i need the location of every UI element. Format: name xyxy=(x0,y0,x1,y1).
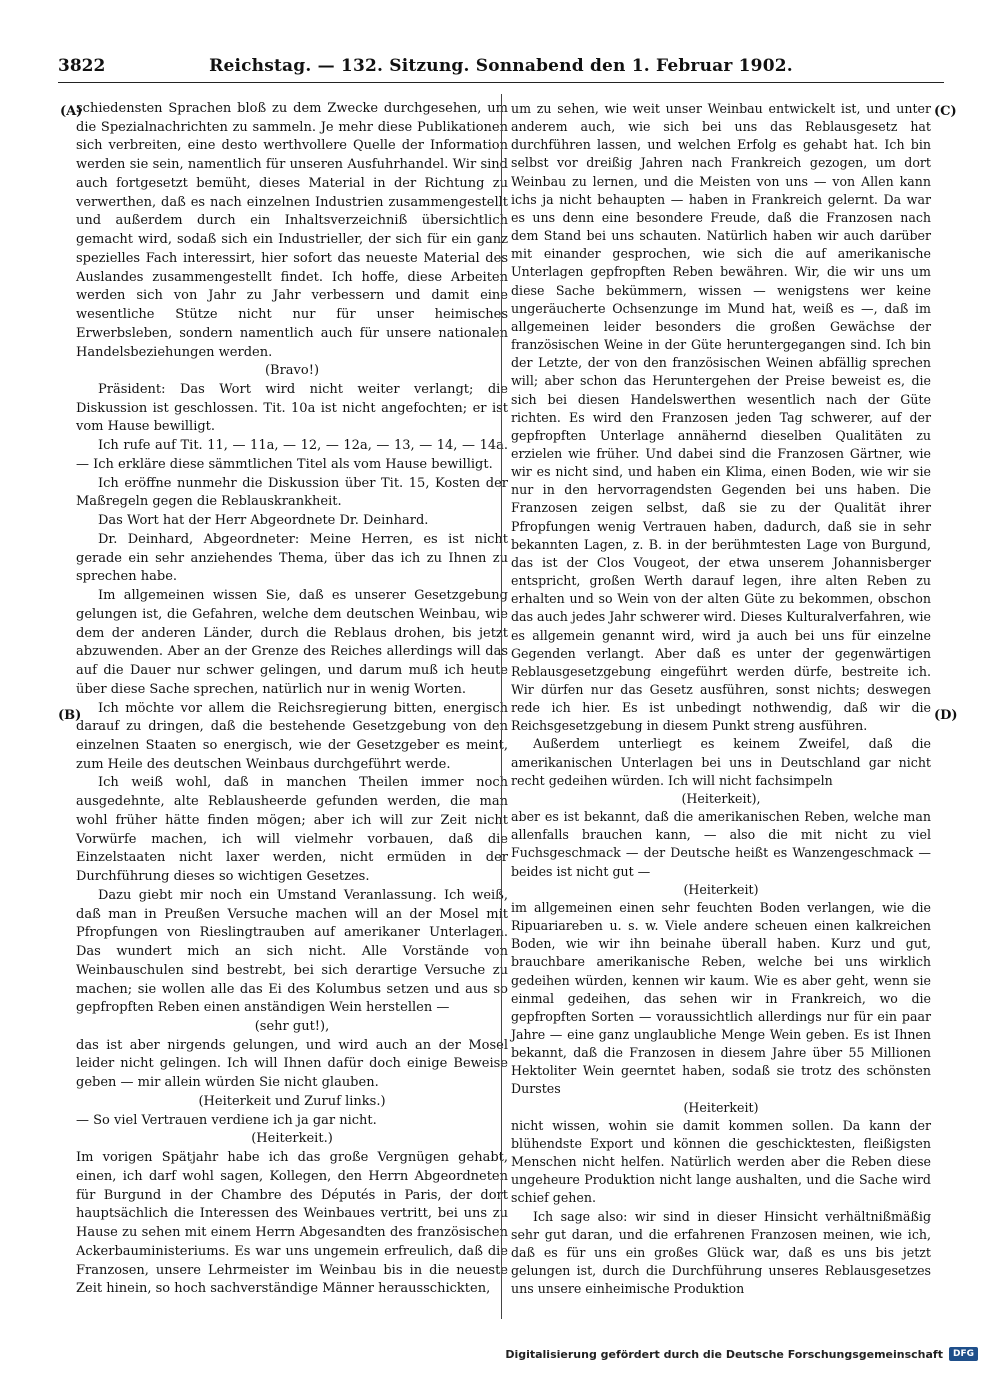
paragraph: Ich sage also: wir sind in dieser Hinsicht verhältnißmäßig sehr gut daran, und die erfahrenen Franzosen meinen, wie ich, daß es für uns ein großes Glück war, daß es uns bis jetzt gelungen ist, durch die Durchführung unseres Reblausgesetzes uns unsere einheimische Produktion xyxy=(511,1208,931,1297)
margin-marker-a: (A) xyxy=(60,104,83,119)
paragraph: Ich weiß wohl, daß in manchen Theilen immer noch ausgedehnte, alte Reblausheerde gefunden werden, die man wohl früher hätte finden mögen; aber ich will zur Zeit nicht Vorwürfe machen, ich will vielmehr vorbauen, daß die Einzelstaaten nicht laxer werden, nicht ermüden in der Durchführung dieses so wichtigen Gesetzes. xyxy=(76,775,508,885)
running-title: Reichstag. — 132. Sitzung. Sonnabend den 1. Februar 1902. xyxy=(209,56,793,76)
paragraph: (Bravo!) xyxy=(264,363,320,379)
footer-text: Digitalisierung gefördert durch die Deutsche Forschungsgemeinschaft xyxy=(505,1347,943,1361)
margin-marker-d: (D) xyxy=(934,708,958,723)
paragraph: Dr. Deinhard, Abgeordneter: Meine Herren, es ist nicht gerade ein sehr anziehendes Thema, über das ich zu Ihnen zu sprechen habe. xyxy=(76,531,508,585)
margin-marker-c: (C) xyxy=(934,104,957,119)
paragraph: Ich möchte vor allem die Reichsregierung bitten, energisch darauf zu dringen, daß die bestehende Gesetzgebung von den einzelnen Staaten so energisch, wie der Gesetzgeber es meint, zum Heile des deutschen Weinbaus durchgeführt werde. xyxy=(76,700,508,772)
paragraph: (Heiterkeit und Zuruf links.) xyxy=(198,1093,386,1109)
right-column xyxy=(511,100,931,1298)
paragraph: Außerdem unterliegt es keinem Zweifel, daß die amerikanischen Unterlagen bei uns in Deutschland gar nicht recht gedeihen würden. Ich will nicht fachsimpeln xyxy=(511,736,931,788)
paragraph: im allgemeinen einen sehr feuchten Boden verlangen, wie die Ripuariareben u. s. w. Viele andere scheuen einen kalkreichen Boden, wie wir ihn beinahe überall haben. Kurz und gut, brauchbare amerikanische Reben, welche bei uns wirklich gedeihen würden, kennen wir kaum. Wie es aber geht, wenn sie einmal gedeihen, das sehen wir in Frankreich, wo die gepfropften Sorten — voraussichtlich allerdings nur für ein paar Jahre — eine ganz unglaubliche Menge Wein geben. Es ist Ihnen bekannt, daß die Franzosen in diesem Jahre über 55 Millionen Hektoliter Wein geerntet haben, sodaß sie trotz des schönsten Durstes xyxy=(511,899,931,1097)
paragraph: (Heiterkeit) xyxy=(683,1099,759,1115)
column-divider xyxy=(501,94,502,1319)
paragraph: das ist aber nirgends gelungen, und wird auch an der Mosel leider nicht gelingen. Ich will Ihnen dafür doch einige Beweise geben — mir allein würden Sie nicht glauben. xyxy=(76,1037,508,1091)
paragraph: (Heiterkeit), xyxy=(681,790,761,806)
paragraph: Im allgemeinen wissen Sie, daß es unserer Gesetzgebung gelungen ist, die Gefahren, welche dem deutschen Weinbau, wie dem der anderen Länder, durch die Reblaus drohen, bis jetzt abzuwenden. Aber an der Grenze des Reiches allerdings will das auf die Dauer nur schwer gelingen, und darum muß ich heute über diese Sache sprechen, natürlich nur in wenig Worten. xyxy=(76,588,508,697)
paragraph: (sehr gut!), xyxy=(254,1018,330,1034)
dfg-logo-icon: DFG xyxy=(949,1347,978,1361)
margin-marker-b: (B) xyxy=(58,708,82,723)
paragraph: nicht wissen, wohin sie damit kommen sollen. Da kann der blühendste Export und können die geschicktesten, fleißigsten Menschen nicht helfen. Natürlich werden aber die Reben diese ungeheure Produktion nicht lange aushalten, und die Sache wird schief gehen. xyxy=(511,1117,931,1206)
paragraph: — So viel Vertrauen verdiene ich ja gar nicht. xyxy=(76,1112,377,1128)
paragraph: Ich rufe auf Tit. 11, — 11a, — 12, — 12a, — 13, — 14, — 14a. — Ich erkläre diese sämmtlichen Titel als vom Hause bewilligt. xyxy=(76,438,508,472)
paragraph: (Heiterkeit) xyxy=(683,881,759,897)
paragraph: (Heiterkeit.) xyxy=(251,1131,333,1147)
paragraph: aber es ist bekannt, daß die amerikanischen Reben, welche man allenfalls brauchen kann, — also die mit nicht zu viel Fuchsgeschmack — der Deutsche heißt es Wanzengeschmack — beides ist nicht gut — xyxy=(511,809,931,879)
page-number: 3822 xyxy=(58,56,106,76)
paragraph: Ich eröffne nunmehr die Diskussion über Tit. 15, Kosten der Maßregeln gegen die Reblauskrankheit. xyxy=(76,475,508,510)
paragraph: Das Wort hat der Herr Abgeordnete Dr. Deinhard. xyxy=(98,513,429,529)
left-column xyxy=(76,100,508,1299)
footer-credit xyxy=(505,1347,978,1361)
header-rule xyxy=(58,82,944,83)
paragraph: Dazu giebt mir noch ein Umstand Veranlassung. Ich weiß, daß man in Preußen Versuche machen will an der Mosel mit Pfropfungen von Rieslingtrauben auf amerikaner Unterlagen. Das wundert mich an sich nicht. Alle Vorstände von Weinbauschulen sind bestrebt, bei sich derartige Versuche zu machen; sie wollen alle das Ei des Kolumbus setzen und aus so gepfropften Reben einen anständigen Wein herstellen — xyxy=(76,887,508,1016)
paragraph: um zu sehen, wie weit unser Weinbau entwickelt ist, und unter anderem auch, wie sich bei uns das Reblausgesetz hat durchführen lassen, und welchen Erfolg es gehabt hat. Ich bin selbst vor dreißig Jahren nach Frankreich gezogen, um dort Weinbau zu lernen, und die Meisten von uns — von Allen kann ichs ja nicht behaupten — haben in Frankreich gelernt. Da war es uns denn eine besondere Freude, daß die Franzosen nach dem Stand bei uns schauten. Natürlich haben wir auch darüber mit einander gesprochen, wie sich die auf amerikanische Unterlagen gepfropften Reben bewähren. Wir, die wir uns um diese Sache bekümmern, wissen — wenigstens wer keine ungeräucherte Ochsenzunge im Mund hat, weiß es —, daß im allgemeinen leider besonders die großen Gewächse der französischen Weine in der Güte heruntergegangen sind. Ich bin der Letzte, der von den französischen Weinen abfällig sprechen will; aber schon das Heruntergehen der Preise beweist es, die sich bei diesen Handelswerthen wesentlich nach der Güte richten. Es wird den Franzosen jeden Tag schwerer, auf der gepfropften Unterlage annähernd dieselben Qualitäten zu erzielen wie früher. Und dabei sind die Franzosen Gärtner, wie wir es nicht sind, und haben ein Klima, einen Boden, wie wir sie nur in den hervorragendsten Gegenden bei uns haben. Die Franzosen zeigen selbst, daß sie zu der Qualität ihrer Pfropfungen wenig Vertrauen haben, dadurch, daß sie in sehr bekannten Lagen, z. B. in der berühmtesten Lage von Burgund, das ist der Clos Vougeot, der etwa unserem Johannisberger entspricht, großen Werth darauf legen, ihre alten Reben zu erhalten und so Wein von der alten Güte zu bekommen, obschon das auch jedes Jahr schwerer wird. Dieses Kulturalverfahren, wie es allgemein genannt wird, wird ja auch bei uns für einzelne Gegenden verlangt. Aber daß es unter der gegenwärtigen Reblausgesetzgebung eingeführt werden dürfe, bestreite ich. Wir dürfen nur das Gesetz ausführen, sonst nichts; deswegen rede ich hier. Es ist unbedingt nothwendig, daß wir die Reichsgesetzgebung in diesem Punkt streng ausführen. xyxy=(511,101,931,734)
page-header xyxy=(58,56,944,80)
paragraph: Präsident: Das Wort wird nicht weiter verlangt; die Diskussion ist geschlossen. Tit. 10a ist nicht angefochten; er ist vom Hause bewilligt. xyxy=(76,382,508,435)
paragraph: Im vorigen Spätjahr habe ich das große Vergnügen gehabt, einen, ich darf wohl sagen, Kollegen, den Herrn Abgeordneten für Burgund in der Chambre des Députés in Paris, der dort hauptsächlich die Interessen des Weinbaues vertritt, bei uns zu Hause zu sehen mit einem Herrn Abgesandten des französischen Ackerbauministeriums. Es war uns ungemein erfreulich, daß die Franzosen, unsere Lehrmeister im Weinbau bis in die neueste Zeit hinein, so hoch sachverständige Männer herausschickten, xyxy=(76,1150,508,1297)
paragraph: schiedensten Sprachen bloß zu dem Zwecke durchgesehen, um die Spezialnachrichten zu sammeln. Je mehr diese Publikationen sich verbreiten, eine desto werthvollere Quelle der Information werden sie sein, namentlich für unseren Ausfuhrhandel. Wir sind auch fortgesetzt bemüht, dieses Material in der Richtung zu verwerthen, daß es nach einzelnen Industrien zusammengestellt und außerdem durch ein Inhaltsverzeichniß übersichtlich gemacht wird, sodaß sich ein Industrieller, der sich für ein ganz spezielles Fach interessirt, hier sofort das neueste Material des Auslandes zusammengestellt findet. Ich hoffe, diese Arbeiten werden sich von Jahr zu Jahr verbessern und damit eine wesentliche Stütze nicht nur für unser heimisches Erwerbsleben, sondern namentlich auch für unsere nationalen Handelsbeziehungen werden. xyxy=(76,101,508,360)
